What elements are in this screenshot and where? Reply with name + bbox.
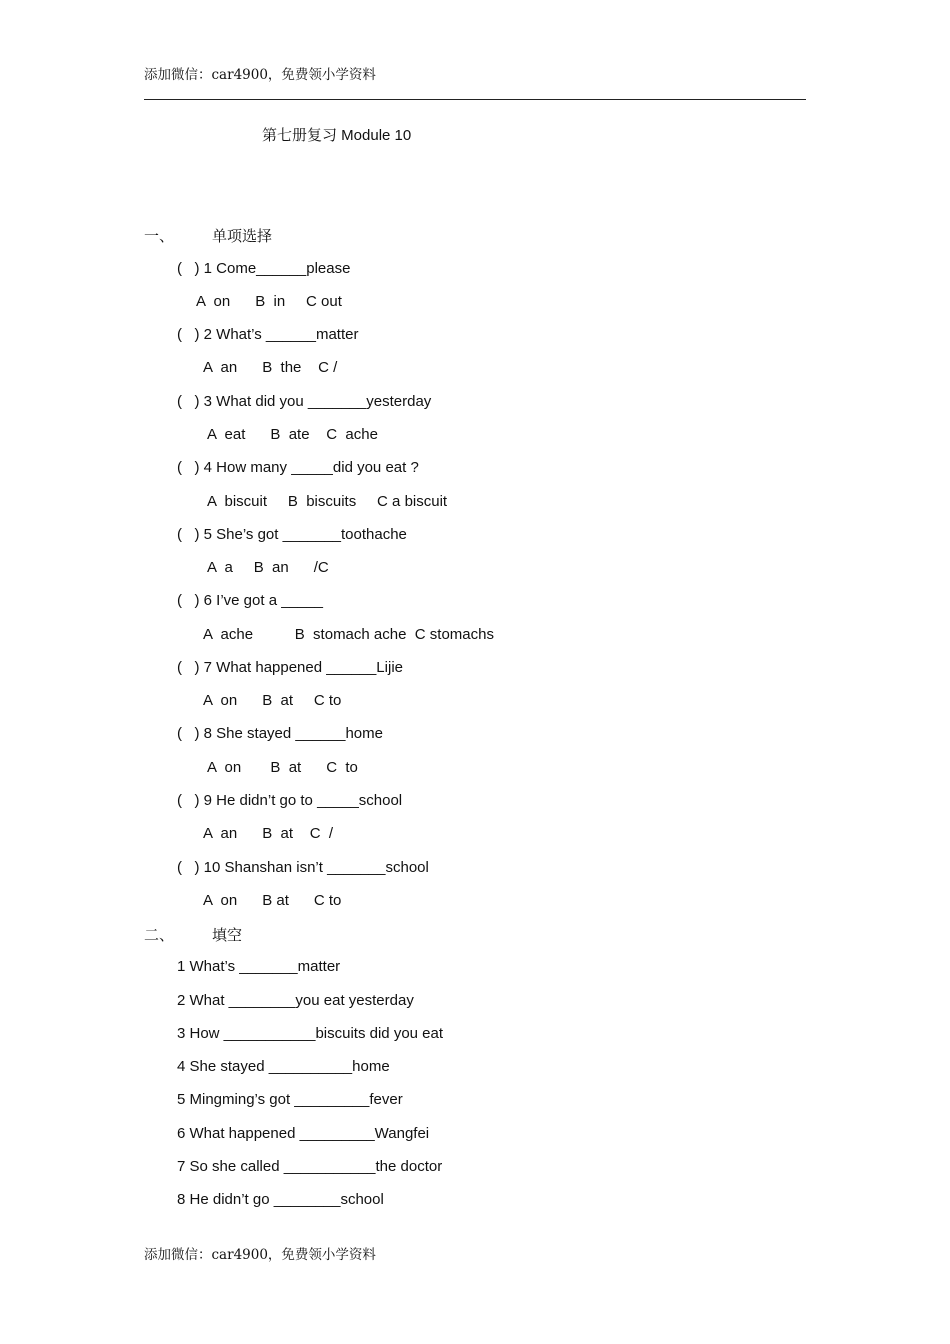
- question-6-stem: ( ) 6 I’ve got a _____: [177, 592, 323, 609]
- page-header: 添加微信：car4900，免费领小学资料: [144, 67, 376, 83]
- fill-item-8: 8 He didn’t go ________school: [177, 1191, 384, 1208]
- fill-item-5: 5 Mingming’s got _________fever: [177, 1091, 403, 1108]
- question-10-stem: ( ) 10 Shanshan isn’t _______school: [177, 859, 429, 876]
- question-2-options: A an B the C /: [203, 359, 338, 376]
- section1-heading: 单项选择: [212, 228, 273, 245]
- question-3-options: A eat B ate C ache: [207, 426, 378, 443]
- question-4-options: A biscuit B biscuits C a biscuit: [207, 493, 448, 510]
- question-5-options: A a B an /C: [207, 559, 329, 576]
- section1-number: 一、: [144, 228, 175, 245]
- question-1-options: A on B in C out: [196, 293, 342, 310]
- question-8-stem: ( ) 8 She stayed ______home: [177, 725, 383, 742]
- fill-item-2: 2 What ________you eat yesterday: [177, 992, 414, 1009]
- question-2-stem: ( ) 2 What’s ______matter: [177, 326, 359, 343]
- question-8-options: A on B at C to: [207, 759, 358, 776]
- section2-heading: 填空: [212, 927, 243, 944]
- question-9-stem: ( ) 9 He didn’t go to _____school: [177, 792, 403, 809]
- fill-item-3: 3 How ___________biscuits did you eat: [177, 1025, 444, 1042]
- section2-number: 二、: [144, 927, 175, 944]
- question-7-stem: ( ) 7 What happened ______Lijie: [177, 659, 403, 676]
- question-1-stem: ( ) 1 Come______please: [177, 260, 351, 277]
- header-rule: [144, 99, 806, 100]
- question-5-stem: ( ) 5 She’s got _______toothache: [177, 526, 407, 543]
- question-10-options: A on B at C to: [203, 892, 342, 909]
- question-3-stem: ( ) 3 What did you _______yesterday: [177, 393, 432, 410]
- fill-item-4: 4 She stayed __________home: [177, 1058, 390, 1075]
- fill-item-7: 7 So she called ___________the doctor: [177, 1158, 443, 1175]
- question-7-options: A on B at C to: [203, 692, 342, 709]
- fill-item-1: 1 What’s _______matter: [177, 958, 341, 975]
- question-9-options: A an B at C /: [203, 825, 334, 842]
- page-footer: 添加微信：car4900，免费领小学资料: [144, 1247, 376, 1263]
- page-title: 第七册复习 Module 10: [262, 127, 412, 144]
- question-6-options: A ache B stomach ache C stomachs: [203, 626, 494, 643]
- question-4-stem: ( ) 4 How many _____did you eat ?: [177, 459, 419, 476]
- fill-item-6: 6 What happened _________Wangfei: [177, 1125, 430, 1142]
